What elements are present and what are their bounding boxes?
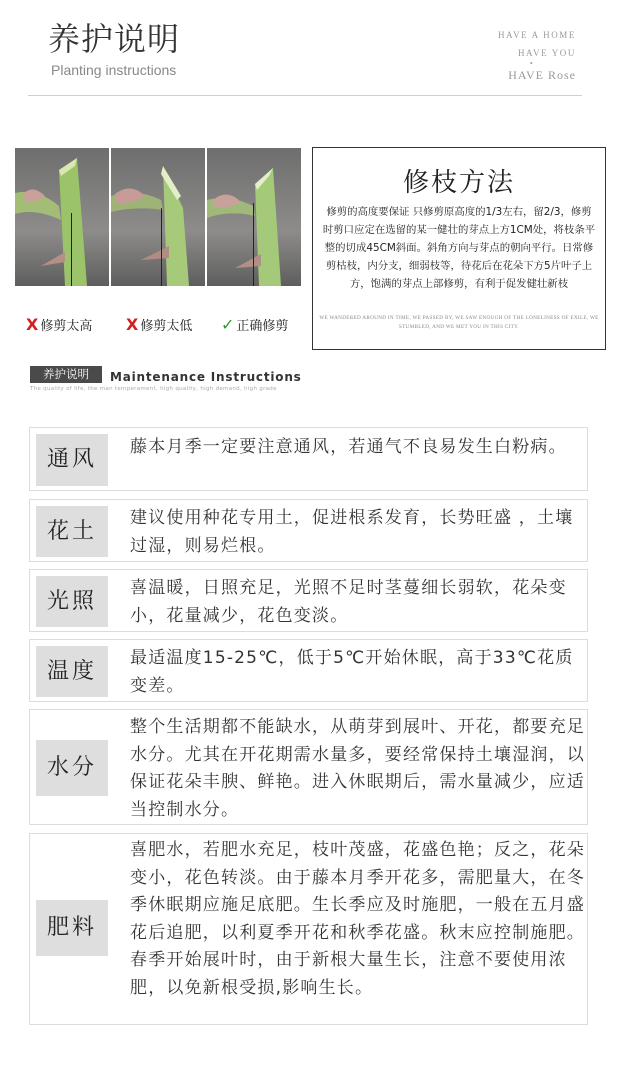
care-label: 花土 [36, 506, 108, 557]
care-row-water [29, 709, 588, 825]
care-text: 喜温暖，日照充足，光照不足时茎蔓细长弱软，花朵变小，花量减少，花色变淡。 [130, 578, 567, 626]
photo-cut-too-high [15, 148, 109, 286]
slogan-line-2: HAVE YOU [517, 48, 576, 58]
care-text: 藤本月季一定要注意通风，若通气不良易发生白粉病。 [130, 437, 567, 457]
slogan-dot: • [529, 59, 535, 68]
page-subtitle: Planting instructions [51, 62, 177, 78]
slogan-line-1: HAVE A HOME [498, 30, 576, 40]
photo-cut-correct [207, 148, 301, 286]
care-row-fertilizer [29, 833, 588, 1025]
brand-slogan [498, 26, 576, 84]
pruning-method-box [312, 147, 606, 350]
caption-text: 修剪太低 [140, 319, 193, 334]
pointer-line [161, 208, 162, 286]
care-text: 最适温度15-25℃，低于5℃开始休眠，高于33℃花质变差。 [130, 648, 574, 696]
section-tag: 养护说明 [30, 366, 102, 383]
caption-too-high [26, 315, 92, 334]
care-row-soil [29, 499, 588, 562]
wrong-icon: X [26, 315, 39, 334]
pruning-title: 修枝方法 [402, 168, 515, 198]
photo-cut-too-low [111, 148, 205, 286]
care-label: 水分 [36, 740, 108, 796]
caption-correct [221, 315, 288, 334]
care-label: 光照 [36, 576, 108, 627]
page-title: 养护说明 [48, 20, 181, 58]
care-label: 温度 [36, 646, 108, 697]
header-divider [28, 95, 582, 96]
caption-text: 修剪太高 [40, 319, 93, 334]
pruning-body: 修剪的高度要保证 只修剪原高度的1/3左右，留2/3，修剪时剪口应定在选留的某一健壮的芽点上方1CM处，将枝条平整的切成45CM斜面。斜角方向与芽点的朝向平行。日常修剪枯枝，内分支，细弱枝等，待花后在花朵下方5片叶子上方，饱满的芽点上部修剪，有利于促发健壮新枝 [322, 206, 596, 290]
care-text: 整个生活期都不能缺水，从萌芽到展叶、开花，都要充足水分。尤其在开花期需水量多，要经常保持土壤湿润，以保证花朵丰腴、鲜艳。进入休眠期后，需水量减少，应适当控制水分。 [130, 717, 585, 820]
check-icon: ✓ [221, 315, 235, 334]
care-label: 通风 [36, 434, 108, 486]
care-text: 喜肥水，若肥水充足，枝叶茂盛，花盛色艳；反之，花朵变小，花色转淡。由于藤本月季开花多，需肥量大，在冬季休眠期应施足底肥。生长季应及时施肥，一般在五月盛花后追肥，以利夏季开花和秋季花盛。秋末应控制施肥。春季开始展叶时，由于新根大量生长，注意不要使用浓肥，以免新根受损,影响生长。 [130, 840, 585, 998]
pointer-line [253, 203, 254, 286]
pruning-photos [15, 148, 301, 286]
caption-text: 正确修剪 [236, 319, 289, 334]
care-row-light [29, 569, 588, 632]
care-label: 肥料 [36, 900, 108, 956]
wrong-icon: X [126, 315, 139, 334]
care-text: 建议使用种花专用土，促进根系发育，长势旺盛 ，土壤过湿，则易烂根。 [130, 508, 574, 556]
section-english-title: Maintenance Instructions [110, 370, 302, 384]
care-row-ventilation [29, 427, 588, 491]
caption-too-low [126, 315, 192, 334]
pruning-footer: WE WANDERED AROUND IN TIME, WE PASSED BY, WE SAW ENOUGH OF THE LONELINESS OF EXILE, WE STUMBLED, AND WE MET YOU IN THIS CITY. [319, 315, 599, 330]
section-tagline: The quality of life, the man temperament, high quality, high demand, high grade [30, 386, 277, 392]
care-row-temperature [29, 639, 588, 702]
pointer-line [71, 213, 72, 286]
slogan-line-3: HAVE Rose [508, 68, 576, 82]
